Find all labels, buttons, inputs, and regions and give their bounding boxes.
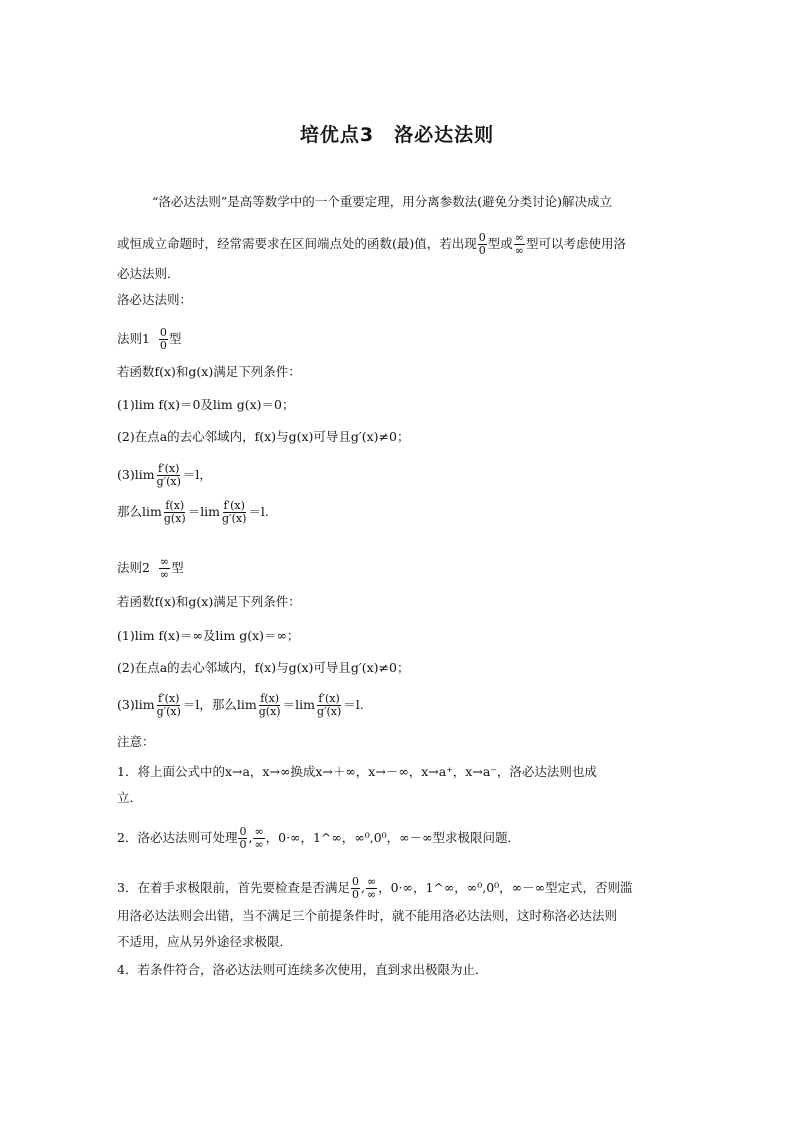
rule1-conclusion: 那么lim $\frac{f(x)}{g(x)}$ ＝lim $\frac{f'(x)}{g'(x)}$ ＝l. xyxy=(117,499,269,525)
notes-heading: 注意： xyxy=(117,734,155,749)
note-1-line-1: 1．将上面公式中的x→a，x→∞换成x→＋∞，x→－∞，x→a⁺，x→a⁻，洛必达法则也成 xyxy=(117,764,597,779)
rule1-condition-1: (1)lim f(x)＝0及lim g(x)＝0； xyxy=(117,397,295,412)
rule2-heading: 法则2 $\frac{\infty}{\infty}$ 型 xyxy=(117,555,184,581)
note-4: 4．若条件符合，洛必达法则可连续多次使用，直到求出极限为止． xyxy=(117,962,488,977)
rule1-intro: 若函数f(x)和g(x)满足下列条件： xyxy=(117,364,301,379)
intro-line-2: 或恒成立命题时，经常需要求在区间端点处的函数(最)值，若出现 $\frac{0}{0}$ 型或 $\frac{\infty}{\infty}$ 型可以考虑使用洛 xyxy=(117,231,626,257)
note-2: 2．洛必达法则可处理 $\frac{0}{0}$ , $\frac{\infty}{\infty}$ ，0·∞，1^∞，∞⁰,0⁰，∞－∞型求极限问题． xyxy=(117,825,520,851)
intro-line-1: “洛必达法则”是高等数学中的一个重要定理，用分离参数法(避免分类讨论)解决成立 xyxy=(152,194,613,209)
note-1-line-2: 立． xyxy=(117,790,143,805)
rule2-condition-2: (2)在点a的去心邻域内，f(x)与g(x)可导且g′(x)≠0； xyxy=(117,660,410,675)
section-heading: 洛必达法则： xyxy=(117,292,193,307)
rule2-condition-3: (3)lim $\frac{f'(x)}{g'(x)}$ ＝l，那么lim $\frac{f(x)}{g(x)}$ ＝lim $\frac{f'(x)}{g'(x)}$ ＝l. xyxy=(117,692,364,718)
page-title xyxy=(0,120,794,147)
title-prefix: 培优点3 xyxy=(299,124,375,146)
rule1-condition-2: (2)在点a的去心邻域内，f(x)与g(x)可导且g′(x)≠0； xyxy=(117,429,410,444)
rule2-condition-1: (1)lim f(x)＝∞及lim g(x)＝∞； xyxy=(117,628,300,643)
note-3-line-2: 用洛必达法则会出错，当不满足三个前提条件时，就不能用洛必达法则，这时称洛必达法则 xyxy=(117,908,618,923)
rule2-intro: 若函数f(x)和g(x)满足下列条件： xyxy=(117,594,301,609)
note-3-line-1: 3．在着手求极限前，首先要检查是否满足 $\frac{0}{0}$ , $\frac{\infty}{\infty}$ ，0·∞，1^∞，∞⁰,0⁰，∞－∞型定式，否则滥 xyxy=(117,875,633,901)
note-3-line-3: 不适用，应从另外途径求极限． xyxy=(117,934,293,949)
fraction-inf-over-inf: $\frac{\infty}{\infty}$ xyxy=(514,231,524,257)
rule1-condition-3: (3)lim $\frac{f'(x)}{g'(x)}$ ＝l， xyxy=(117,462,212,488)
fraction-zero-over-zero: $\frac{0}{0}$ xyxy=(478,231,486,257)
title-main: 洛必达法则 xyxy=(394,124,495,146)
rule1-heading: 法则1 $\frac{0}{0}$ 型 xyxy=(117,326,182,352)
intro-line-3: 必达法则． xyxy=(117,266,180,281)
